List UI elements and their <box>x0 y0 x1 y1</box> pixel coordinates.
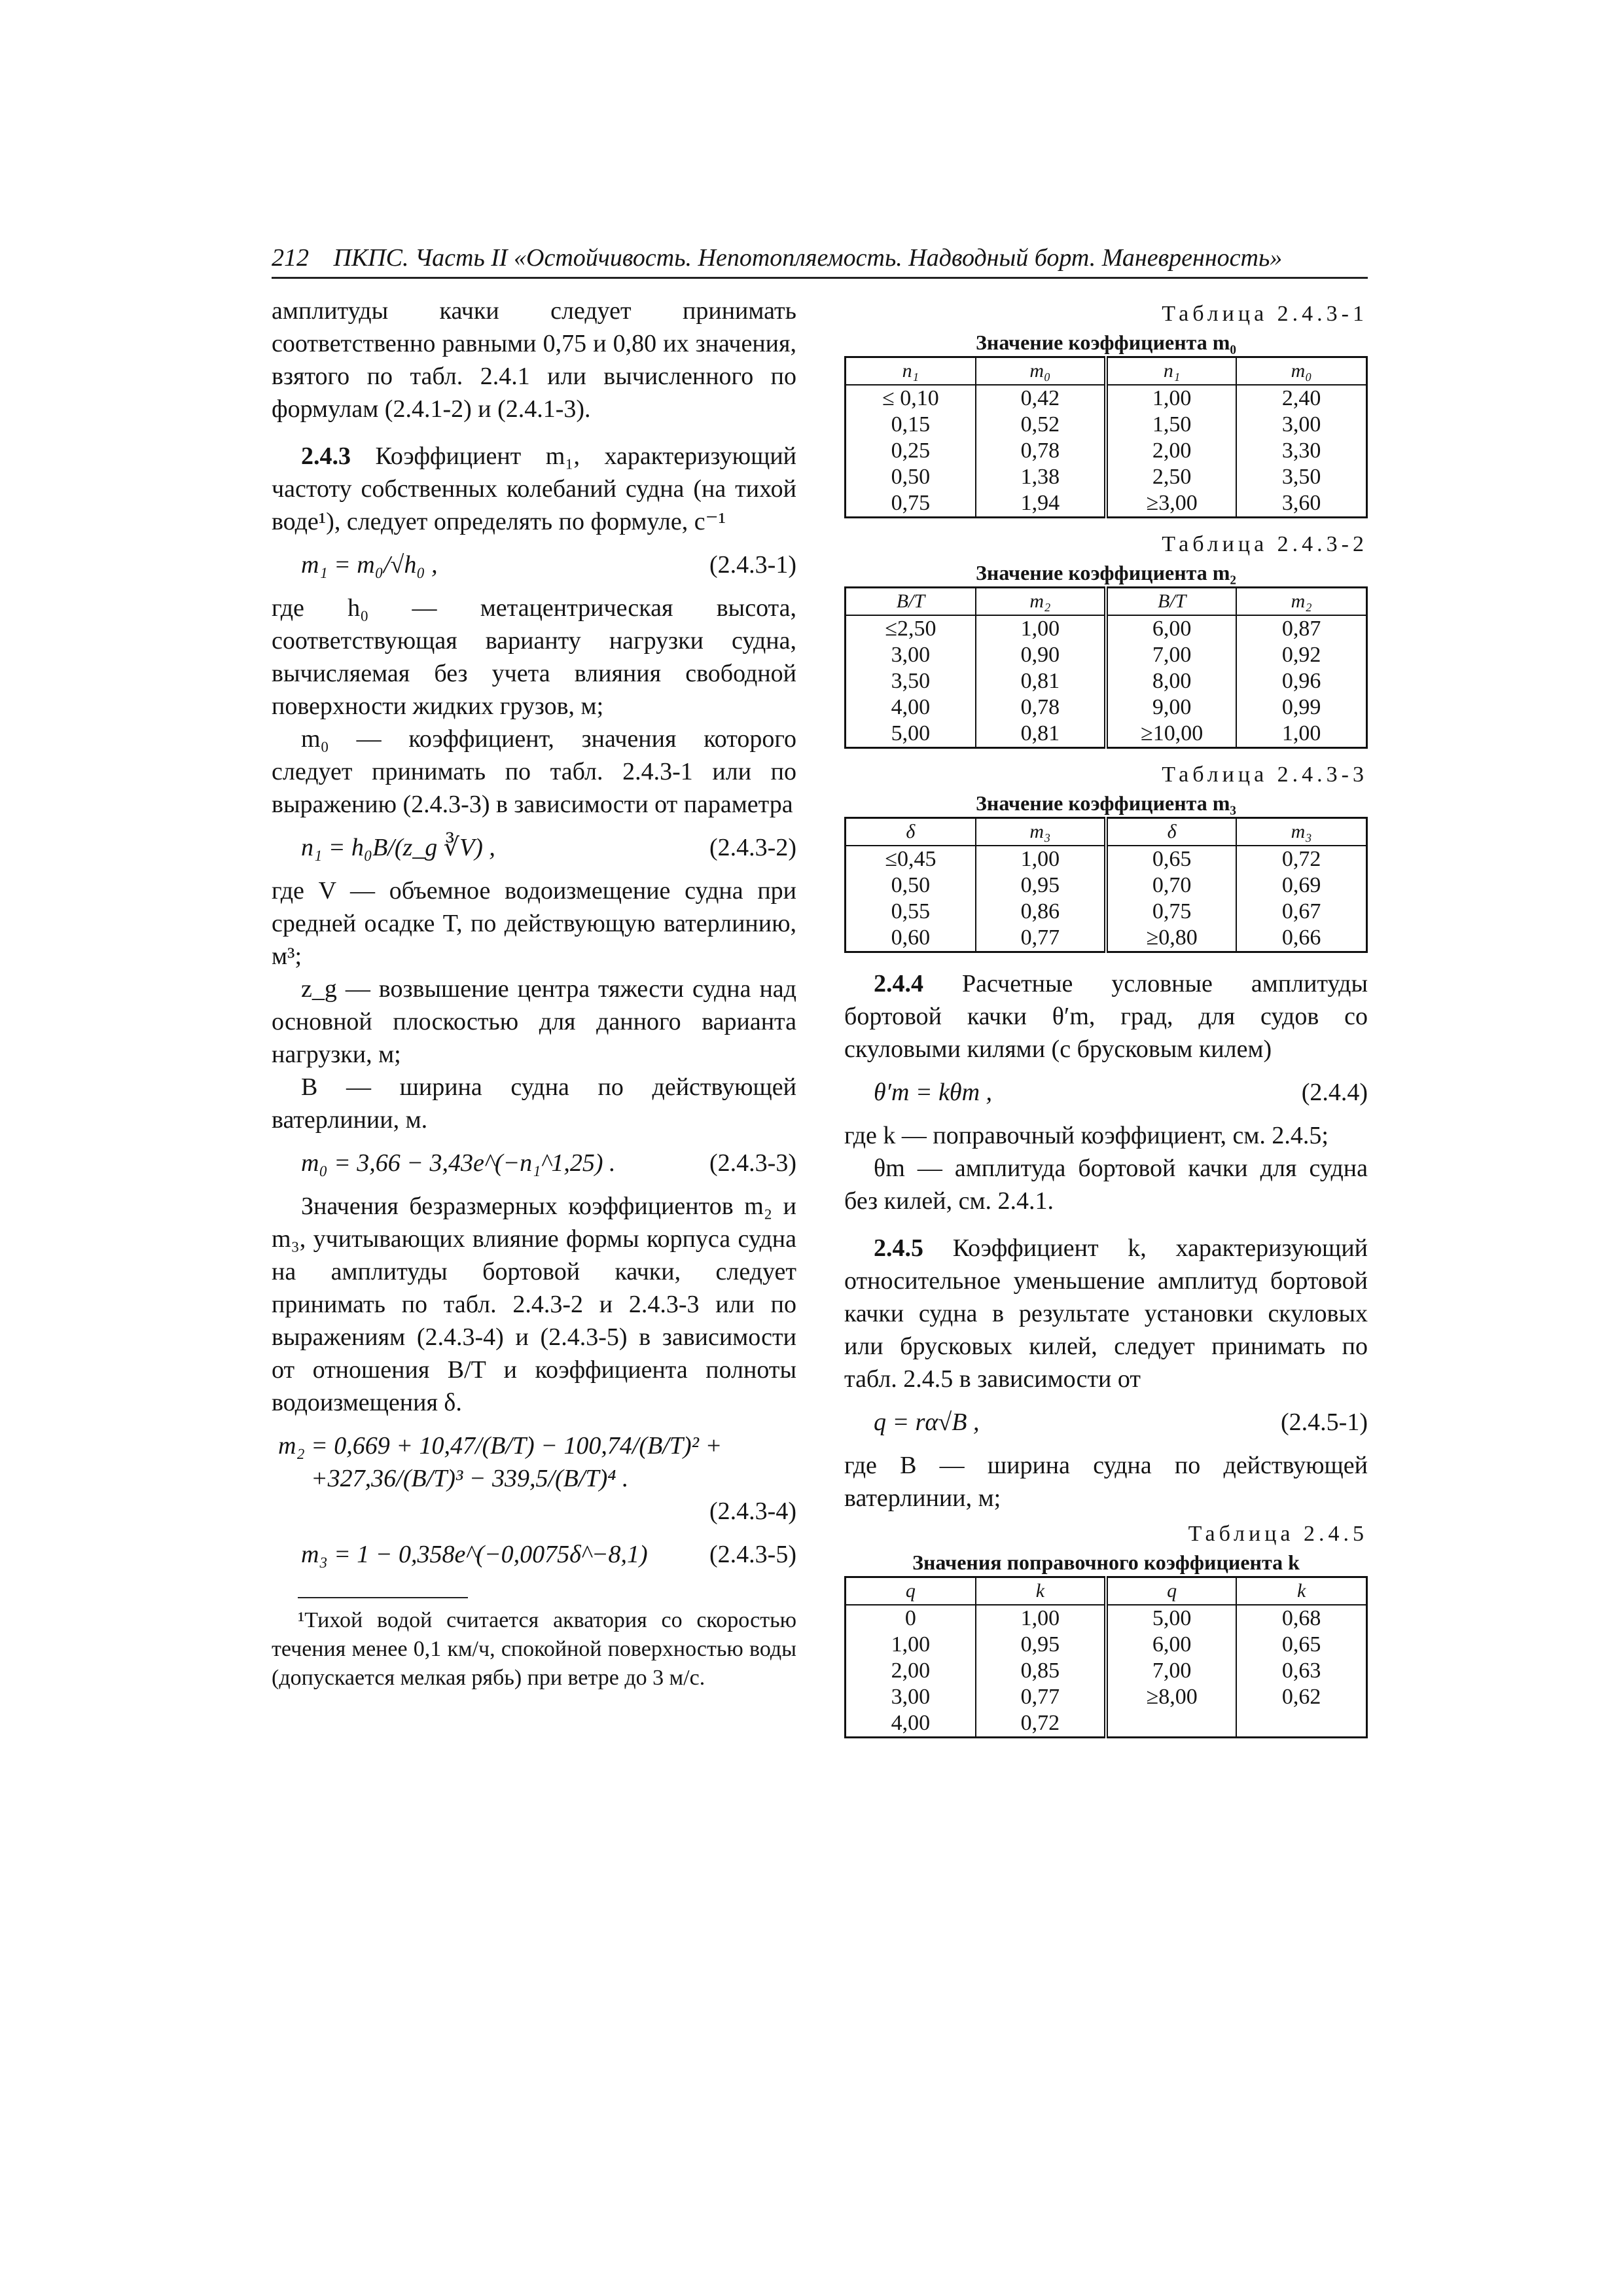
formula-expression: n₁ = h₀B/(z_g ∛V) , <box>301 834 495 861</box>
cell: 0,81 <box>976 668 1106 694</box>
formula-number: (2.4.3-3) <box>709 1149 796 1177</box>
formula-expression: m₀ = 3,66 − 3,43e^(−n₁^1,25) . <box>301 1149 616 1177</box>
column-header: B/T <box>846 588 976 616</box>
formula-number: (2.4.3-5) <box>709 1541 796 1568</box>
section-text: Коэффициент m₁, характеризующий частоту собственных колебаний судна (на тихой воде¹), следует определять по формуле, с⁻¹ <box>272 442 796 535</box>
cell: 0,60 <box>891 925 931 950</box>
cell: 3,30 <box>1236 438 1366 464</box>
definition-V: где V — объемное водоизмещение судна при средней осадке T, по действующую ватерлинию, м³; <box>272 877 796 970</box>
column-header: m₀ <box>1236 357 1366 386</box>
column-header: q <box>846 1577 976 1605</box>
table-row <box>846 846 1367 872</box>
cell: 0,62 <box>1236 1684 1366 1710</box>
table-row <box>846 615 1367 642</box>
table-row <box>846 438 1367 464</box>
table-caption: Таблица 2.4.3-1 <box>1162 302 1368 326</box>
table-row <box>846 1605 1367 1632</box>
column-header: m₃ <box>976 818 1106 846</box>
cell: 6,00 <box>1106 1632 1236 1658</box>
cell: 0,72 <box>1236 846 1366 872</box>
cell: ≥0,80 <box>1106 925 1236 952</box>
formula-2-4-4 <box>844 1076 1368 1109</box>
table-row <box>846 490 1367 518</box>
section-2-4-3 <box>272 440 796 538</box>
column-header: k <box>976 1577 1106 1605</box>
cell: 9,00 <box>1106 694 1236 721</box>
table-title: Значение коэффициента m₃ <box>975 791 1236 815</box>
table-m0 <box>844 356 1368 518</box>
cell: 0,95 <box>976 1632 1106 1658</box>
cell: 3,50 <box>891 669 931 693</box>
cell: 0,77 <box>976 925 1106 952</box>
table-row <box>846 464 1367 490</box>
definition-h0: где h₀ — метацентрическая высота, соответствующая варианту нагрузки судна, вычисляемая без учета влияния свободной поверхности жидких грузов, м; <box>272 594 796 720</box>
cell: 0,15 <box>891 412 931 437</box>
cell: 5,00 <box>1106 1605 1236 1632</box>
cell: 6,00 <box>1106 615 1236 642</box>
cell: 3,00 <box>1236 412 1366 438</box>
section-text: Расчетные условные амплитуды бортовой качки θ′m, град, для судов со скуловыми килями (с брусковым килем) <box>844 970 1368 1063</box>
running-header <box>272 239 1368 279</box>
formula-2-4-3-4 <box>272 1429 796 1528</box>
cell: 3,60 <box>1236 490 1366 518</box>
cell: 7,00 <box>1106 642 1236 668</box>
column-header: m₂ <box>1236 588 1366 616</box>
cell: 0,50 <box>891 465 931 489</box>
continued-paragraph: амплитуды качки следует принимать соответственно равными 0,75 и 0,80 их значения, взятого по табл. 2.4.1 или вычисленного по формулам (2.4.1-2) и (2.4.1-3). <box>272 297 796 423</box>
cell: 0,92 <box>1236 642 1366 668</box>
table-caption: Таблица 2.4.3-2 <box>1162 532 1368 556</box>
table-row <box>846 668 1367 694</box>
cell: 4,00 <box>891 1711 931 1735</box>
table-title: Значение коэффициента m₀ <box>975 331 1236 354</box>
cell: 2,50 <box>1106 464 1236 490</box>
cell: 1,50 <box>1106 412 1236 438</box>
definition-m0: m₀ — коэффициент, значения которого следует принимать по табл. 2.4.3-1 или по выражению (2.4.3-3) в зависимости от параметра <box>272 725 796 818</box>
definition-B: B — ширина судна по действующей ватерлинии, м. <box>272 1073 796 1134</box>
cell: 0,50 <box>891 873 931 897</box>
cell: 0,85 <box>976 1658 1106 1684</box>
running-title: ПКПС. Часть II «Остойчивость. Непотопляемость. Надводный борт. Маневренность» <box>333 244 1283 272</box>
table-row <box>846 925 1367 952</box>
table-row <box>846 694 1367 721</box>
formula-2-4-3-3 <box>272 1147 796 1179</box>
table-title: Значения поправочного коэффициента k <box>912 1551 1300 1574</box>
column-header: m₃ <box>1236 818 1366 846</box>
formula-2-4-3-2 <box>272 831 796 864</box>
formula-number: (2.4.5-1) <box>1281 1408 1368 1436</box>
cell: ≤ 0,10 <box>882 386 939 410</box>
cell: ≤0,45 <box>885 847 936 871</box>
definition-k: где k — поправочный коэффициент, см. 2.4.5; <box>844 1122 1329 1149</box>
table-caption: Таблица 2.4.5 <box>1188 1522 1368 1546</box>
formula-expression: m₃ = 1 − 0,358e^(−0,0075δ^−8,1) <box>301 1541 648 1568</box>
cell: 8,00 <box>1106 668 1236 694</box>
cell: 1,00 <box>891 1632 931 1657</box>
cell: 0,87 <box>1236 615 1366 642</box>
cell: 0,69 <box>1236 872 1366 899</box>
cell: 0 <box>904 1606 916 1630</box>
column-header: B/T <box>1106 588 1236 616</box>
page-number: 212 <box>272 244 309 272</box>
table-caption: Таблица 2.4.3-3 <box>1162 762 1368 787</box>
table-row <box>846 1632 1367 1658</box>
cell: 0,77 <box>976 1684 1106 1710</box>
formula-number: (2.4.4) <box>1301 1079 1368 1106</box>
cell: 0,78 <box>976 694 1106 721</box>
table-k <box>844 1576 1368 1738</box>
section-number: 2.4.3 <box>301 442 351 470</box>
column-header: δ <box>846 818 976 846</box>
cell: 1,00 <box>1106 385 1236 412</box>
formula-2-4-3-5 <box>272 1538 796 1571</box>
cell: 0,55 <box>891 899 931 924</box>
formula-line-2: +327,36/(B/T)³ − 339,5/(B/T)⁴ . <box>311 1465 629 1492</box>
section-number: 2.4.4 <box>874 970 923 997</box>
cell: 0,95 <box>976 872 1106 899</box>
cell <box>1106 1710 1236 1738</box>
definition-zg: z_g — возвышение центра тяжести судна над основной плоскостью для данного варианта нагрузки, м; <box>272 975 796 1068</box>
cell: 0,42 <box>976 385 1106 412</box>
cell: 0,25 <box>891 439 931 463</box>
table-row <box>846 899 1367 925</box>
section-2-4-5 <box>844 1232 1368 1395</box>
table-title: Значение коэффициента m₂ <box>975 561 1236 584</box>
formula-expression: m₁ = m₀/√h₀ , <box>301 551 438 579</box>
formula-expression: q = rα√B , <box>874 1408 980 1436</box>
cell: ≥8,00 <box>1106 1684 1236 1710</box>
footnote: ¹Тихой водой считается акватория со скоростью течения менее 0,1 км/ч, спокойной поверхностью воды (допускается мелкая рябь) при ветре до 3 м/с. <box>272 1608 796 1690</box>
formula-2-4-5-1 <box>844 1406 1368 1439</box>
cell: 7,00 <box>1106 1658 1236 1684</box>
section-text: Коэффициент k, характеризующий относительное уменьшение амплитуд бортовой качки судна в результате установки скуловых или брусковых килей, следует принимать по табл. 2.4.5 в зависимости от <box>844 1234 1368 1393</box>
table-row <box>846 1710 1367 1738</box>
right-column <box>844 295 1368 1750</box>
cell: ≥10,00 <box>1106 721 1236 748</box>
cell: 0,68 <box>1236 1605 1366 1632</box>
cell: 1,38 <box>976 464 1106 490</box>
column-header: m₂ <box>976 588 1106 616</box>
table-row <box>846 412 1367 438</box>
column-header: q <box>1106 1577 1236 1605</box>
cell: 0,63 <box>1236 1658 1366 1684</box>
table-row <box>846 872 1367 899</box>
cell: 0,72 <box>976 1710 1106 1738</box>
section-2-4-4 <box>844 967 1368 1066</box>
cell: 3,00 <box>891 1685 931 1709</box>
formula-expression: θ′m = kθm , <box>874 1079 993 1106</box>
formula-line-1: m₂ = 0,669 + 10,47/(B/T) − 100,74/(B/T)² + <box>278 1432 722 1460</box>
cell: 0,78 <box>976 438 1106 464</box>
definition-B: где B — ширина судна по действующей ватерлинии, м; <box>844 1452 1368 1512</box>
formula-number: (2.4.3-4) <box>709 1498 796 1525</box>
column-header: n₁ <box>846 357 976 386</box>
cell: 1,94 <box>976 490 1106 518</box>
cell: 0,75 <box>1106 899 1236 925</box>
cell: 5,00 <box>891 721 931 745</box>
table-m3 <box>844 817 1368 953</box>
formula-2-4-3-1 <box>272 548 796 581</box>
left-column <box>272 295 796 1693</box>
cell: 0,90 <box>976 642 1106 668</box>
cell: 0,52 <box>976 412 1106 438</box>
table-row <box>846 385 1367 412</box>
cell: 1,00 <box>1236 721 1366 748</box>
cell: 2,00 <box>1106 438 1236 464</box>
table-row <box>846 721 1367 748</box>
cell: 3,00 <box>891 643 931 667</box>
cell: 2,40 <box>1236 385 1366 412</box>
cell: 0,67 <box>1236 899 1366 925</box>
cell: 1,00 <box>976 846 1106 872</box>
cell: ≥3,00 <box>1106 490 1236 518</box>
cell: 1,00 <box>976 615 1106 642</box>
cell: 1,00 <box>976 1605 1106 1632</box>
cell: ≤2,50 <box>885 617 936 641</box>
column-header: m₀ <box>976 357 1106 386</box>
cell <box>1236 1710 1366 1738</box>
cell: 3,50 <box>1236 464 1366 490</box>
footnote-rule <box>298 1597 468 1598</box>
cell: 0,86 <box>976 899 1106 925</box>
section-number: 2.4.5 <box>874 1234 923 1262</box>
column-header: n₁ <box>1106 357 1236 386</box>
formula-number: (2.4.3-1) <box>709 551 796 579</box>
table-row <box>846 1684 1367 1710</box>
definition-theta-m: θm — амплитуда бортовой качки для судна без килей, см. 2.4.1. <box>844 1155 1368 1215</box>
table-row <box>846 1658 1367 1684</box>
column-header: k <box>1236 1577 1366 1605</box>
formula-number: (2.4.3-2) <box>709 834 796 861</box>
cell: 0,96 <box>1236 668 1366 694</box>
table-m2 <box>844 586 1368 749</box>
table-row <box>846 642 1367 668</box>
cell: 2,00 <box>891 1659 931 1683</box>
cell: 0,66 <box>1236 925 1366 952</box>
paragraph-m2-m3: Значения безразмерных коэффициентов m₂ и m₃, учитывающих влияние формы корпуса судна на амплитуды бортовой качки, следует принимать по табл. 2.4.3-2 и 2.4.3-3 или по выражениям (2.4.3-4) и (2.4.3-5) в зависимости от отношения B/T и коэффициента полноты водоизмещения δ. <box>272 1193 796 1416</box>
cell: 0,65 <box>1106 846 1236 872</box>
cell: 0,81 <box>976 721 1106 748</box>
cell: 0,75 <box>891 491 931 515</box>
cell: 0,65 <box>1236 1632 1366 1658</box>
column-header: δ <box>1106 818 1236 846</box>
cell: 0,99 <box>1236 694 1366 721</box>
cell: 4,00 <box>891 695 931 719</box>
cell: 0,70 <box>1106 872 1236 899</box>
